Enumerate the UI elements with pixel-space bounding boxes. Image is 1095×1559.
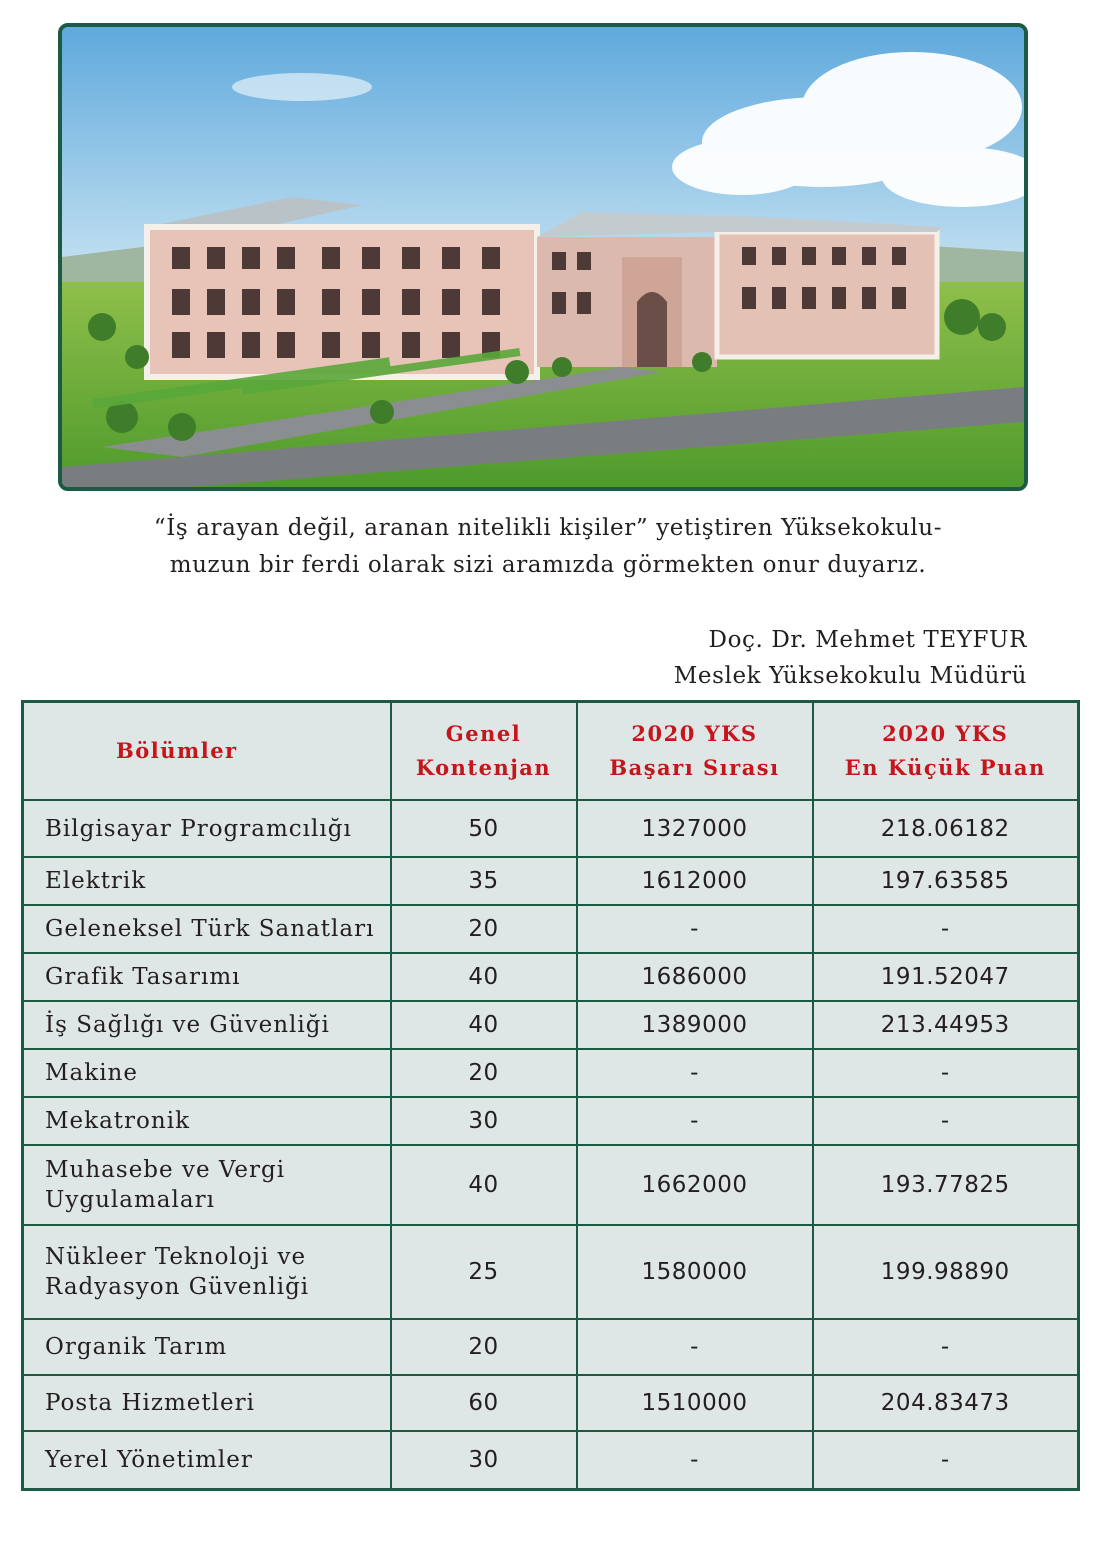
signature-name: Doç. Dr. Mehmet TEYFUR: [708, 627, 1027, 653]
score-value: 218.06182: [813, 800, 1079, 857]
score-value: -: [813, 1049, 1079, 1097]
score-value: 197.63585: [813, 857, 1079, 905]
signature-title: Meslek Yüksekokulu Müdürü: [673, 663, 1027, 689]
rank-value: 1686000: [577, 953, 813, 1001]
table-row: [23, 953, 1079, 1001]
rank-value: 1510000: [577, 1375, 813, 1431]
score-value: -: [813, 905, 1079, 953]
campus-photo: [58, 23, 1028, 491]
quota-value: 50: [391, 800, 577, 857]
quota-table-wrapper: [21, 700, 1077, 1491]
quote-line-2: muzun bir ferdi olarak sizi aramızda görmekten onur duyarız.: [169, 552, 927, 578]
score-value: -: [813, 1319, 1079, 1375]
quota-value: 30: [391, 1097, 577, 1145]
department-name: Nükleer Teknoloji ve Radyasyon Güvenliği: [23, 1225, 391, 1319]
score-value: 213.44953: [813, 1001, 1079, 1049]
score-value: 193.77825: [813, 1145, 1079, 1225]
department-name: Muhasebe ve Vergi Uygulamaları: [23, 1145, 391, 1225]
department-name: Yerel Yönetimler: [23, 1431, 391, 1490]
score-value: 204.83473: [813, 1375, 1079, 1431]
quota-value: 40: [391, 953, 577, 1001]
quota-value: 20: [391, 1049, 577, 1097]
quota-value: 25: [391, 1225, 577, 1319]
rank-value: -: [577, 1319, 813, 1375]
table-row: [23, 1319, 1079, 1375]
rank-value: 1327000: [577, 800, 813, 857]
score-value: -: [813, 1097, 1079, 1145]
signature-block: [674, 622, 1027, 694]
table-header-row: [23, 702, 1079, 801]
rank-value: -: [577, 1431, 813, 1490]
quota-value: 40: [391, 1001, 577, 1049]
rank-value: 1580000: [577, 1225, 813, 1319]
table-row: [23, 800, 1079, 857]
score-value: -: [813, 1431, 1079, 1490]
quota-value: 60: [391, 1375, 577, 1431]
header-quota: Genel Kontenjan: [391, 702, 577, 801]
department-name: Geleneksel Türk Sanatları: [23, 905, 391, 953]
header-department: Bölümler: [23, 702, 391, 801]
table-row: [23, 1225, 1079, 1319]
score-value: 199.98890: [813, 1225, 1079, 1319]
rank-value: 1389000: [577, 1001, 813, 1049]
rank-value: -: [577, 1049, 813, 1097]
header-score: 2020 YKS En Küçük Puan: [813, 702, 1079, 801]
department-name: Makine: [23, 1049, 391, 1097]
welcome-quote: [48, 510, 1048, 584]
quote-line-1: “İş arayan değil, aranan nitelikli kişiler” yetiştiren Yüksekokulu-: [153, 515, 943, 541]
department-name: İş Sağlığı ve Güvenliği: [23, 1001, 391, 1049]
department-name: Posta Hizmetleri: [23, 1375, 391, 1431]
department-name: Organik Tarım: [23, 1319, 391, 1375]
rank-value: -: [577, 1097, 813, 1145]
table-row: [23, 1097, 1079, 1145]
quota-table: [21, 700, 1080, 1491]
department-name: Grafik Tasarımı: [23, 953, 391, 1001]
building-illustration: [62, 27, 1024, 487]
quota-value: 35: [391, 857, 577, 905]
quota-value: 20: [391, 1319, 577, 1375]
quota-value: 20: [391, 905, 577, 953]
table-row: [23, 1145, 1079, 1225]
rank-value: 1612000: [577, 857, 813, 905]
department-name: Bilgisayar Programcılığı: [23, 800, 391, 857]
table-row: [23, 857, 1079, 905]
score-value: 191.52047: [813, 953, 1079, 1001]
table-row: [23, 1001, 1079, 1049]
table-row: [23, 1049, 1079, 1097]
rank-value: -: [577, 905, 813, 953]
table-row: [23, 1375, 1079, 1431]
department-name: Elektrik: [23, 857, 391, 905]
quota-value: 30: [391, 1431, 577, 1490]
header-rank: 2020 YKS Başarı Sırası: [577, 702, 813, 801]
quota-value: 40: [391, 1145, 577, 1225]
department-name: Mekatronik: [23, 1097, 391, 1145]
table-row: [23, 1431, 1079, 1490]
rank-value: 1662000: [577, 1145, 813, 1225]
table-row: [23, 905, 1079, 953]
